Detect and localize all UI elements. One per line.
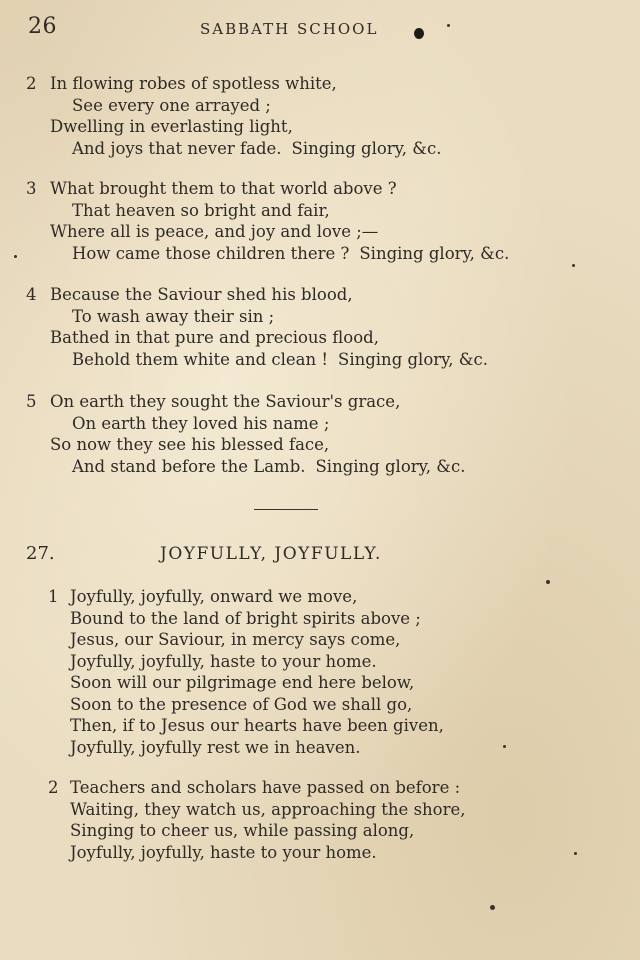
- verse-line: How came those children there ? Singing glory, &c.: [72, 243, 510, 263]
- paper-speck: [503, 745, 506, 748]
- hymn2-verse-1: [48, 586, 608, 758]
- verse-line: Joyfully, joyfully, haste to your home.: [70, 651, 377, 671]
- verse-line: Joyfully, joyfully rest we in heaven.: [70, 737, 361, 757]
- page-header: [28, 14, 588, 44]
- paper-speck: [546, 580, 550, 584]
- verse-line: On earth they loved his name ;: [72, 413, 330, 433]
- verse-line: Singing to cheer us, while passing along,: [70, 821, 415, 840]
- verse-line: 4 Because the Saviour shed his blood,: [26, 285, 353, 304]
- verse-line: Joyfully, joyfully, haste to your home.: [70, 842, 377, 862]
- verse-line: Behold them white and clean ! Singing glory, &c.: [72, 349, 488, 369]
- hymn-heading: [26, 543, 586, 569]
- verse-number: 5: [26, 392, 37, 411]
- verse-line: Jesus, our Saviour, in mercy says come,: [70, 630, 401, 649]
- verse-line: And joys that never fade. Singing glory, &c.: [72, 138, 442, 158]
- verse-line: Soon will our pilgrimage end here below,: [70, 673, 415, 692]
- hymn-title: JOYFULLY, JOYFULLY.: [160, 544, 382, 564]
- section-divider: [254, 509, 318, 510]
- verse-line: Dwelling in everlasting light,: [50, 117, 293, 136]
- verse-line: So now they see his blessed face,: [50, 435, 330, 454]
- verse-number: 3: [26, 179, 37, 198]
- page-number: 26: [28, 14, 57, 39]
- verse-line: Bound to the land of bright spirits above ;: [70, 608, 421, 628]
- verse-line: Bathed in that pure and precious flood,: [50, 328, 379, 347]
- refrain: Singing glory, &c.: [359, 243, 510, 263]
- paper-speck: [14, 255, 17, 258]
- ink-blot: [414, 28, 424, 39]
- hymn2-verse-2: [48, 777, 608, 863]
- verse-number: 4: [26, 285, 37, 304]
- paper-speck: [574, 852, 577, 855]
- verse-line: 1 Joyfully, joyfully, onward we move,: [48, 587, 358, 606]
- verse-line: 3 What brought them to that world above ?: [26, 179, 397, 198]
- verse-line: Where all is peace, and joy and love ;—: [50, 222, 379, 241]
- verse-number: 2: [48, 778, 59, 797]
- verse-line: See every one arrayed ;: [72, 95, 271, 115]
- verse-line: Waiting, they watch us, approaching the shore,: [70, 799, 466, 819]
- verse-number: 2: [26, 74, 37, 93]
- running-title: SABBATH SCHOOL: [200, 20, 379, 38]
- hymn-number: 27.: [26, 543, 55, 564]
- verse-line: 2 Teachers and scholars have passed on before :: [48, 778, 461, 797]
- refrain: Singing glory, &c.: [291, 138, 442, 158]
- hymn1-verse-4: [26, 284, 586, 370]
- hymn1-verse-5: [26, 391, 586, 477]
- refrain: Singing glory, &c.: [338, 349, 488, 369]
- paper-speck: [490, 905, 495, 910]
- verse-line: Then, if to Jesus our hearts have been given,: [70, 716, 444, 735]
- verse-line: 5 On earth they sought the Saviour's grace,: [26, 392, 401, 411]
- verse-line: And stand before the Lamb. Singing glory, &c.: [72, 456, 466, 476]
- refrain: Singing glory, &c.: [315, 456, 466, 476]
- hymn1-verse-2: [26, 73, 586, 159]
- hymn1-verse-3: [26, 178, 586, 264]
- verse-line: 2 In flowing robes of spotless white,: [26, 74, 337, 93]
- verse-line: That heaven so bright and fair,: [72, 200, 330, 220]
- paper-speck: [447, 24, 450, 27]
- verse-number: 1: [48, 587, 59, 606]
- paper-speck: [572, 264, 575, 267]
- verse-line: To wash away their sin ;: [72, 306, 275, 326]
- verse-line: Soon to the presence of God we shall go,: [70, 694, 413, 714]
